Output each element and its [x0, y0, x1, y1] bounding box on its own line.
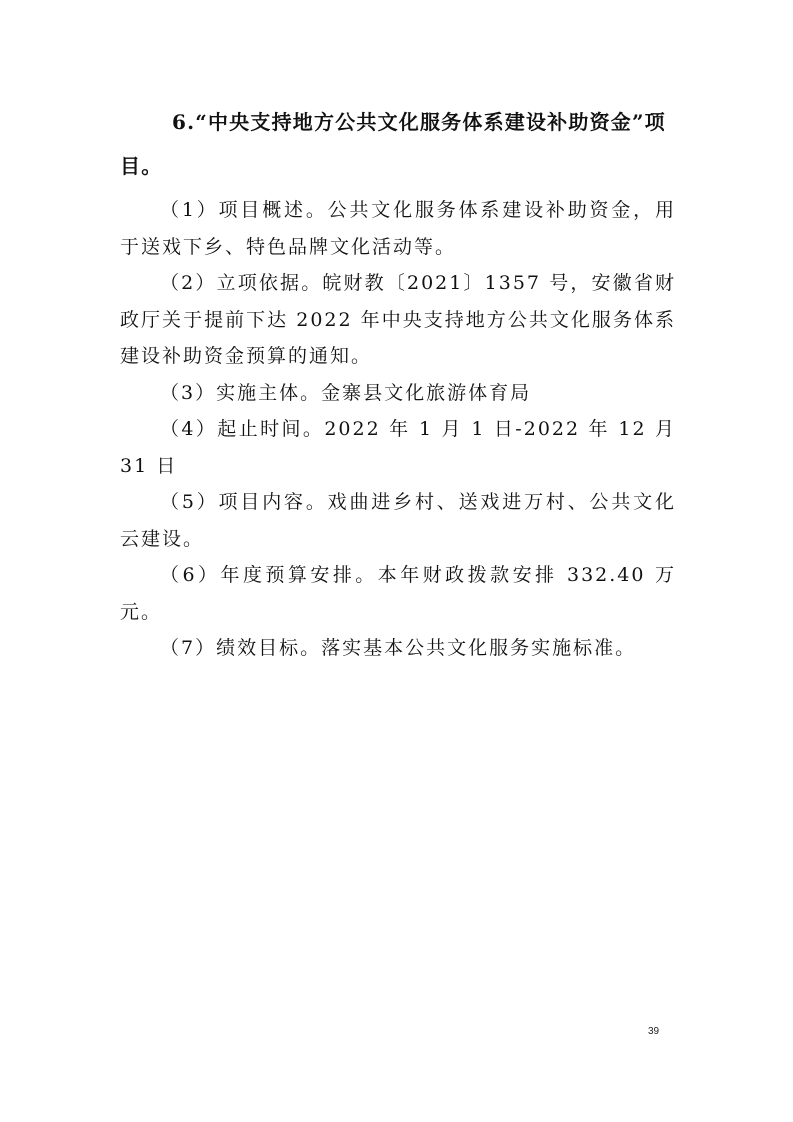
page-number: 39 — [648, 1026, 660, 1037]
paragraph-content: （5）项目内容。戏曲进乡村、送戏进万村、公共文化云建设。 — [120, 491, 676, 550]
section-heading: 6.“中央支持地方公共文化服务体系建设补助资金”项目。 — [120, 110, 666, 178]
page-body — [120, 100, 676, 667]
paragraph-basis: （2）立项依据。皖财教〔2021〕1357 号，安徽省财政厅关于提前下达 2022 年中央支持地方公共文化服务体系建设补助资金预算的通知。 — [120, 272, 676, 367]
paragraph-implementer: （3）实施主体。金寨县文化旅游体育局 — [160, 381, 532, 404]
paragraph-period: （4）起止时间。2022 年 1 月 1 日-2022 年 12 月 31 日 — [120, 418, 676, 477]
paragraph-goal: （7）绩效目标。落实基本公共文化服务实施标准。 — [160, 637, 637, 659]
paragraph-budget: （6）年度预算安排。本年财政拨款安排 332.40 万元。 — [120, 564, 676, 623]
paragraph-overview: （1）项目概述。公共文化服务体系建设补助资金，用于送戏下乡、特色品牌文化活动等。 — [120, 199, 676, 258]
